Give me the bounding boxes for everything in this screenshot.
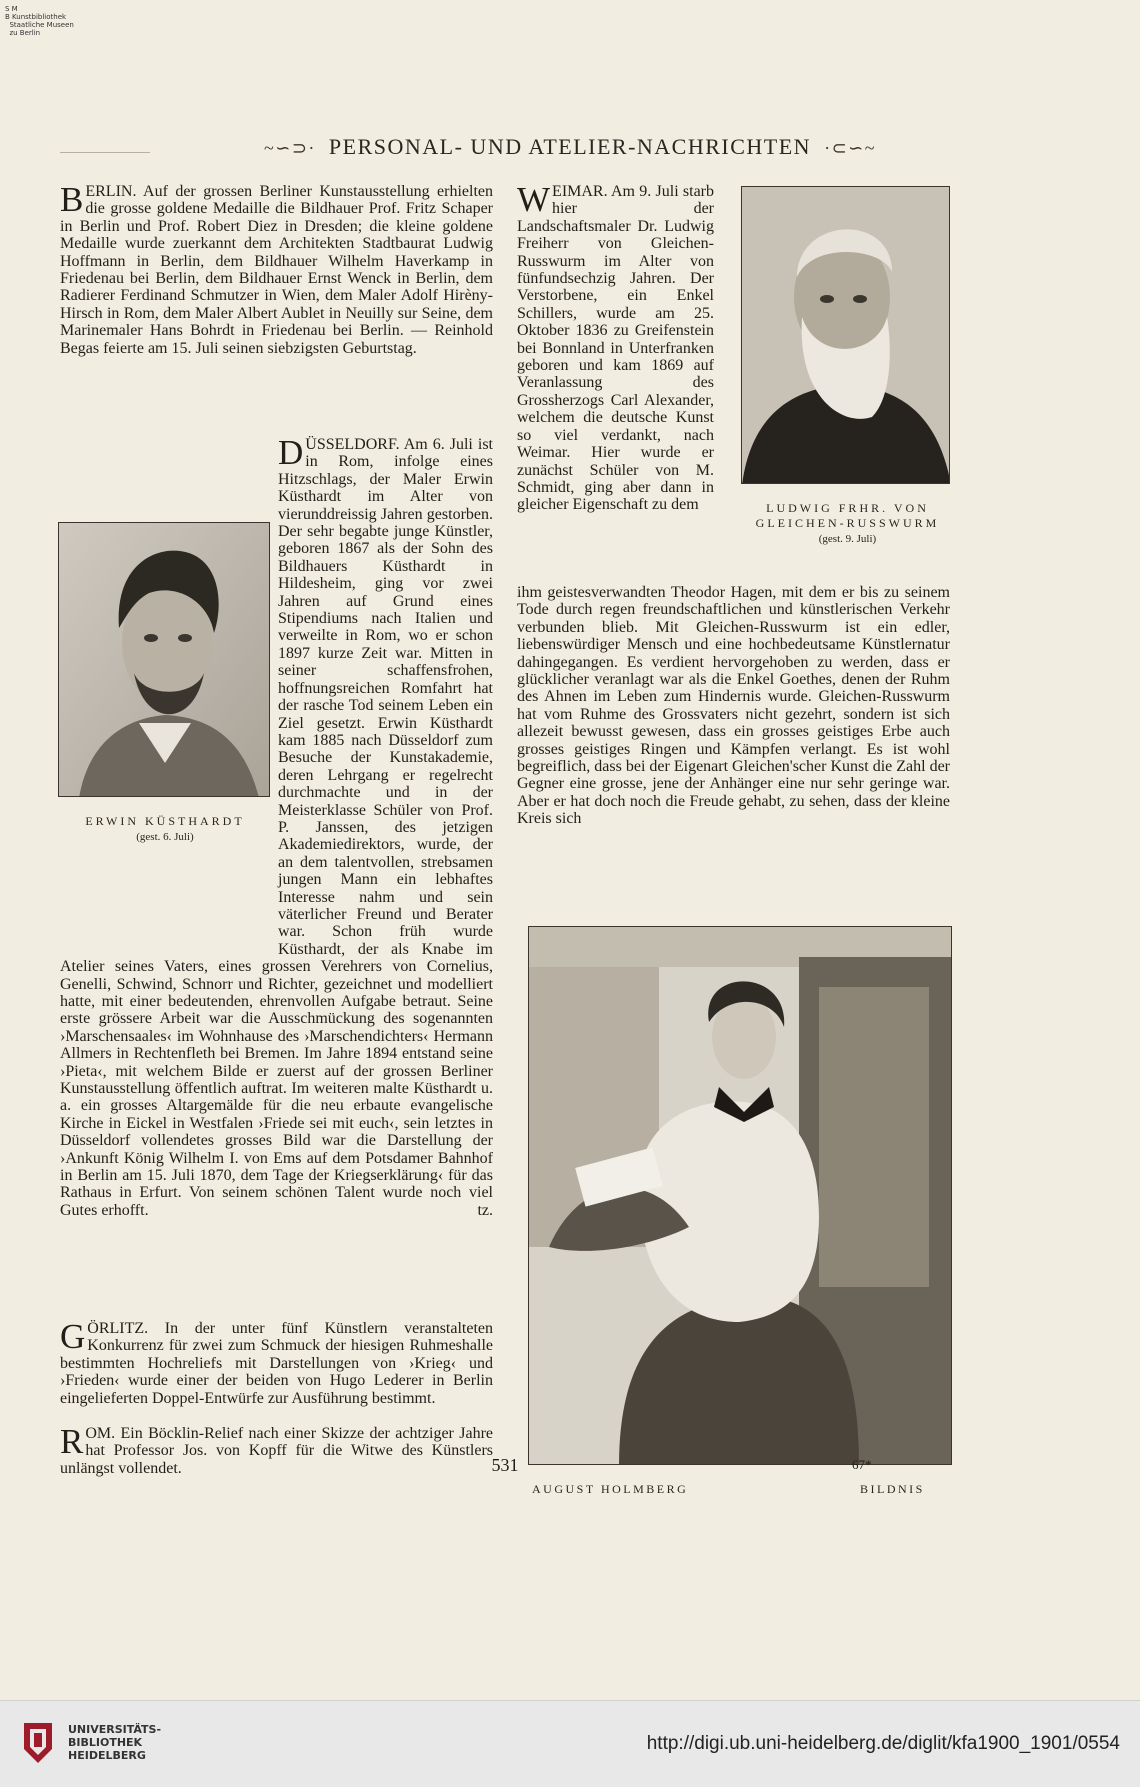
article-rom: ROM. Ein Böcklin-Relief nach einer Skizze der achtziger Jahre hat Professor Jos. von Kopff für die Witwe des Künstlers unlängst vollendet.: [60, 1422, 493, 1477]
article-duesseldorf: DÜSSELDORF. Am 6. Juli ist in Rom, infolge eines Hitzschlags, der Maler Erwin Küsthardt im Alter von vierunddreissig Jahren gestorben. Der sehr begabte junge Künstler, geboren 1867 als der Sohn des Bildhauers Küsthardt in Hildesheim, ging vor zwei Jahren auf Grund eines Stipendiums nach Italien und verweilte in Rom, wo er schon 1897 kurze Zeit war. Mitten in seiner schaffensfrohen, hoffnungsreichen Romfahrt hat der rasche Tod seinem Leben ein Ziel gesetzt. Erwin Küsthardt kam 1885 nach Düsseldorf zum Besuche der Kunstakademie, deren Lehrgang er regelrecht durchmachte und in der Meisterklasse Schüler von Prof. P. Janssen, des jetzigen Akademiedirektors, wurde, der an dem talentvollen, strebsamen jungen Mann ein lebhaftes Interesse nahm und sein väterlicher Freund und Berater war. Schon früh wurde Küsthardt, der als Knabe im Atelier seines Vaters, eines grossen Verehrers von Cornelius, Genelli, Schwind, Schnorr und Richter, gezeichnet und modelliert hatte, mit einer bedeutenden, ehrenvollen Aufgabe betraut. Seine erste grössere Arbeit war die Ausschmückung des sogenannten ›Marschensaales‹ im Wohnhause des ›Marschendichters‹ Hermann Allmers in Rechtenfleth bei Bremen. Im Jahre 1894 entstand seine ›Pieta‹, mit welchem Bilde er zuerst auf der grossen Berliner Kunstausstellung öffentlich auftrat. Im weiteren malte Küsthardt u. a. ein grosses Altargemälde für die neu erbaute evangelische Kirche in Eickel in Westfalen ›Friede sei mit euch‹, sein letztes in Düsseldorf vollendetes grosses Bild war die Darstellung der ›Ankunft König Wilhelm I. von Ems auf dem Potsdamer Bahnhof in Berlin am 15. Juli 1870, dem Tage der Kriegserklärung‹ für das Rathaus in Erfurt. Von seinem schönen Talent wurde noch viel Gutes erhofft. tz.: [60, 433, 494, 1219]
gleichen-caption: LUDWIG FRHR. VON GLEICHEN-RUSSWURM (gest. 9. Juli): [755, 501, 940, 545]
page-number: 531: [491, 1455, 519, 1475]
painting-title: BILDNIS: [860, 1482, 925, 1496]
ornament-right-icon: ·⊂∽~: [824, 138, 876, 158]
holmberg-painting: [528, 926, 952, 1465]
article-weimar-narrow: WEIMAR. Am 9. Juli starb hier der Landschaftsmaler Dr. Ludwig Freiherr von Gleichen-Russwurm im Alter von fünfundsechzig Jahren. Der Verstorbene, ein Enkel Schillers, wurde am 25. Oktober 1836 zu Greifenstein bei Bonnland in Unterfranken geboren und kam 1869 auf Veranlassung des Grossherzogs Carl Alexander, welchem die deutsche Kunst so viel verdankt, nach Weimar. Hier wurde er zunächst Schüler von M. Schmidt, ging aber dann in gleicher Eigenschaft zu dem: [517, 180, 714, 514]
left-column-top: [60, 180, 493, 357]
article-goerlitz: GÖRLITZ. In der unter fünf Künstlern veranstalteten Konkurrenz für zwei zum Schmuck der hiesigen Ruhmeshalle bestimmten Hochreliefs mit Darstellungen von ›Krieg‹ und ›Frieden‹ wurde einer der beiden von Hugo Lederer in Berlin eingelieferten Doppel-Entwürfe zur Ausführung bestimmt.: [60, 1317, 493, 1407]
library-logo-icon: [22, 1721, 54, 1765]
article-weimar-wide: ihm geistesverwandten Theodor Hagen, mit dem er bis zu seinem Tode durch regen freundschaftlichen und künstlerischen Verkehr verbunden blieb. Mit Gleichen-Russwurm ist ein edler, liebenswürdiger Mensch und eine hochbedeutsame Künstlernatur dahingegangen. Es verdient hervorgehoben zu werden, dass er glücklicher veranlagt war als die Enkel Goethes, denen der Ruhm des Ahnen im Leben zum Hindernis wurde. Gleichen-Russwurm hat vom Ruhme des Grossvaters nicht gezehrt, sondern ist sich allezeit bewusst gewesen, dass ein grosses geistiges Erbe auch grosses geistiges Ringen und Kämpfen verlangt. Es ist wohl begreiflich, dass bei der Eigenart Gleichen'scher Kunst die Zahl der Gegner eine grosse, jene der Anhänger eine nur sehr geringe war. Aber er hat doch noch die Freude gehabt, zu sehen, dass der kleine Kreis sich: [517, 584, 950, 828]
section-header: [0, 134, 1140, 160]
kuesthardt-caption: ERWIN KÜSTHARDT (gest. 6. Juli): [85, 814, 245, 843]
document-url-link[interactable]: http://digi.ub.uni-heidelberg.de/diglit/kfa1900_1901/0554: [646, 1733, 1120, 1754]
library-name: UNIVERSITÄTS- BIBLIOTHEK HEIDELBERG: [68, 1723, 162, 1762]
library-footer: [0, 1700, 1140, 1787]
article-berlin: BERLIN. Auf der grossen Berliner Kunstausstellung erhielten die grosse goldene Medaille die Bildhauer Prof. Fritz Schaper in Berlin und Prof. Robert Diez in Dresden; die kleine goldene Medaille wurde zuerkannt dem Architekten Stadtbaurat Ludwig Hoffmann in Berlin, dem Bildhauer Wilhelm Haverkamp in Friedenau bei Berlin, dem Bildhauer Ernst Wenck in Berlin, dem Radierer Ferdinand Schmutzer in Wien, dem Maler Adolf Hirèny-Hirsch in Rom, dem Maler Albert Aublet in Neuilly sur Seine, dem Marinemaler Hans Bohrdt in Friedenau bei Berlin. — Reinhold Begas feierte am 15. Juli seinen siebzigsten Geburtstag.: [60, 180, 493, 357]
sheet-signature: 67*: [852, 1457, 872, 1472]
museum-stamp: S M B Kunstbibliothek Staatliche Museen zu Berlin: [5, 5, 74, 37]
left-column-bottom: [60, 1317, 493, 1477]
ornament-left-icon: ~∽⊃·: [264, 138, 316, 158]
painting-artist: AUGUST HOLMBERG: [532, 1482, 689, 1496]
section-title: PERSONAL- UND ATELIER-NACHRICHTEN: [328, 134, 812, 159]
gleichen-portrait: [741, 186, 950, 484]
